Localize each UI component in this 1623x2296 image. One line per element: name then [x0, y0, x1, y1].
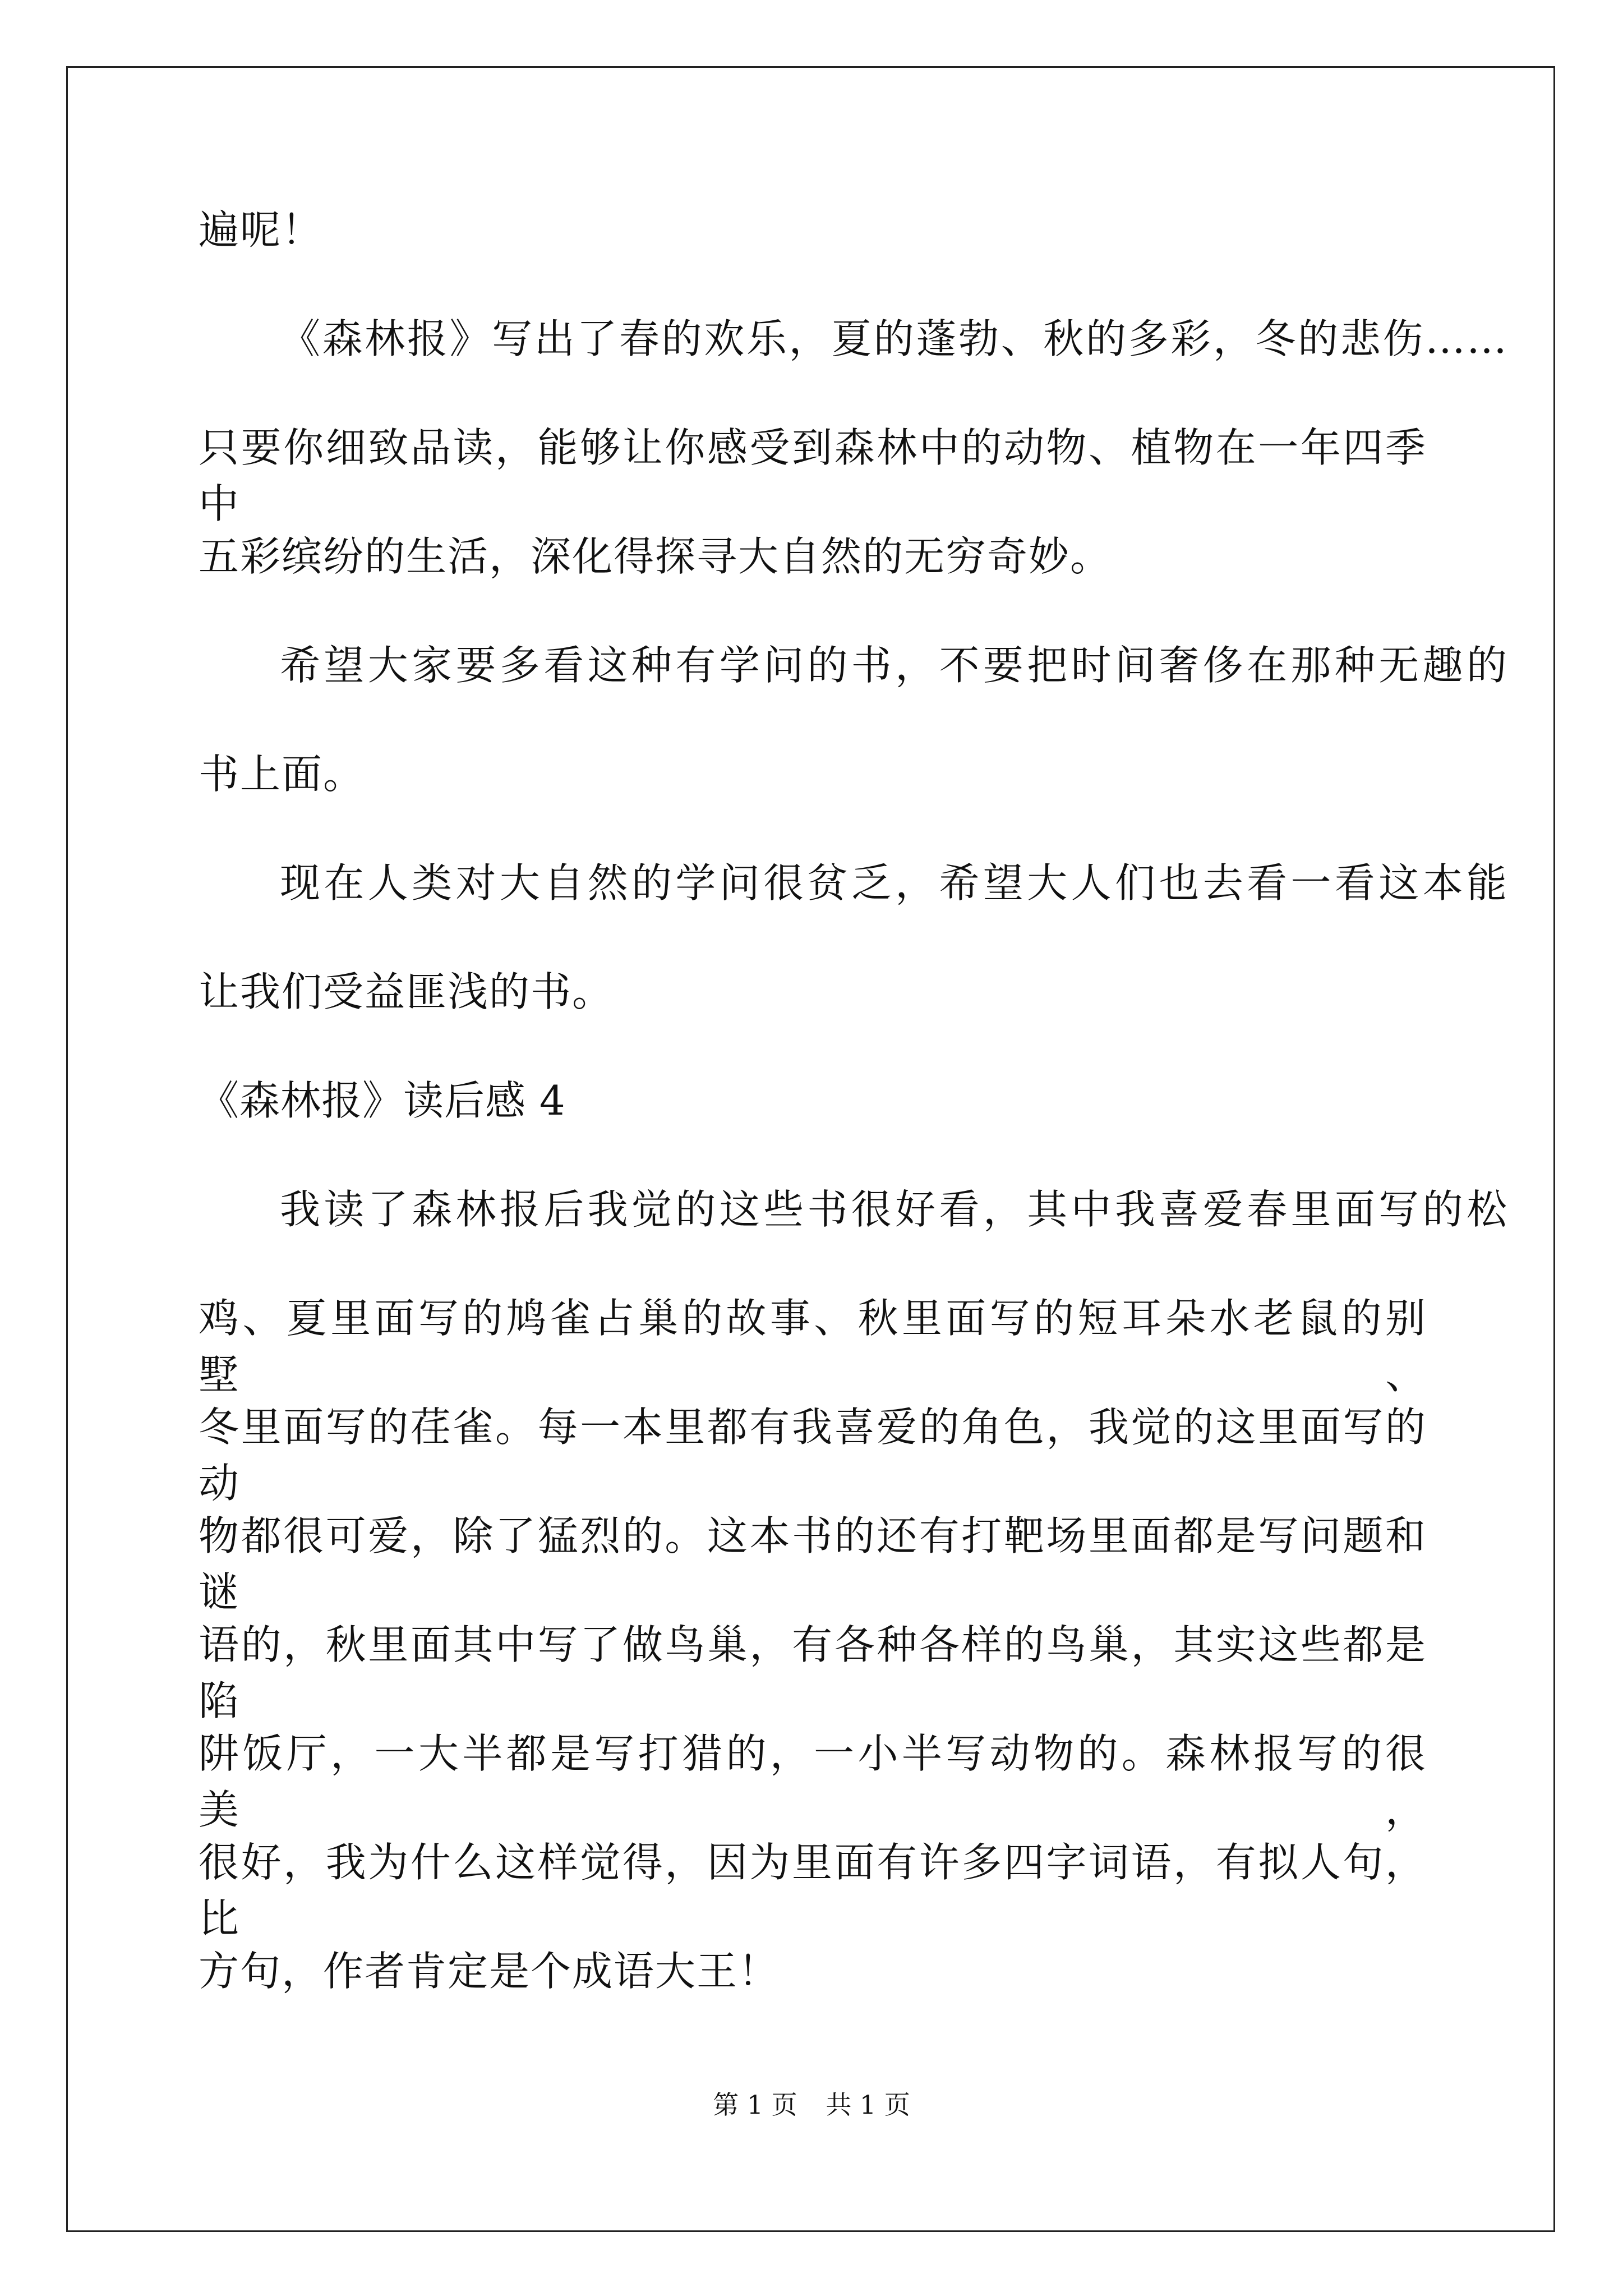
paragraph-line: 方句，作者肯定是个成语大王！	[199, 1948, 780, 1995]
paragraph-line: 物都很可爱，除了猛烈的。这本书的还有打靶场里面都是写问题和谜	[199, 1512, 1427, 1616]
paragraph-line: 书上面。	[199, 751, 365, 798]
paragraph-line: 现在人类对大自然的学问很贫乏，希望大人们也去看一看这本能	[280, 859, 1508, 907]
page-total: 共 1 页	[826, 2090, 910, 2120]
paragraph-line: 遍呢！	[199, 206, 324, 254]
section-heading: 《森林报》读后感 4	[199, 1077, 566, 1124]
paragraph-line: 让我们受益匪浅的书。	[199, 968, 614, 1015]
paragraph-line: 《森林报》写出了春的欢乐，夏的蓬勃、秋的多彩，冬的悲伤……	[280, 315, 1508, 362]
document-body	[199, 202, 1508, 2052]
page-number: 第 1 页	[713, 2090, 797, 2120]
paragraph-line: 希望大家要多看这种有学问的书，不要把时间奢侈在那种无趣的	[280, 642, 1508, 689]
paragraph-line: 语的，秋里面其中写了做鸟巢，有各种各样的鸟巢，其实这些都是陷	[199, 1621, 1427, 1724]
paragraph-line: 只要你细致品读，能够让你感受到森林中的动物、植物在一年四季中	[199, 424, 1427, 527]
paragraph-line: 冬里面写的荏雀。每一本里都有我喜爱的角色，我觉的这里面写的动	[199, 1404, 1427, 1507]
paragraph-line: 很好，我为什么这样觉得，因为里面有许多四字词语，有拟人句，比	[199, 1839, 1427, 1942]
paragraph-line: 我读了森林报后我觉的这些书很好看，其中我喜爱春里面写的松	[280, 1186, 1508, 1233]
paragraph-line: 五彩缤纷的生活，深化得探寻大自然的无穷奇妙。	[199, 533, 1112, 580]
paragraph-line: 鸡、夏里面写的鸠雀占巢的故事、秋里面写的短耳朵水老鼠的别墅、	[199, 1295, 1427, 1398]
page-footer	[0, 2088, 1623, 2122]
paragraph-line: 阱饭厅，一大半都是写打猎的，一小半写动物的。森林报写的很美，	[199, 1730, 1427, 1833]
